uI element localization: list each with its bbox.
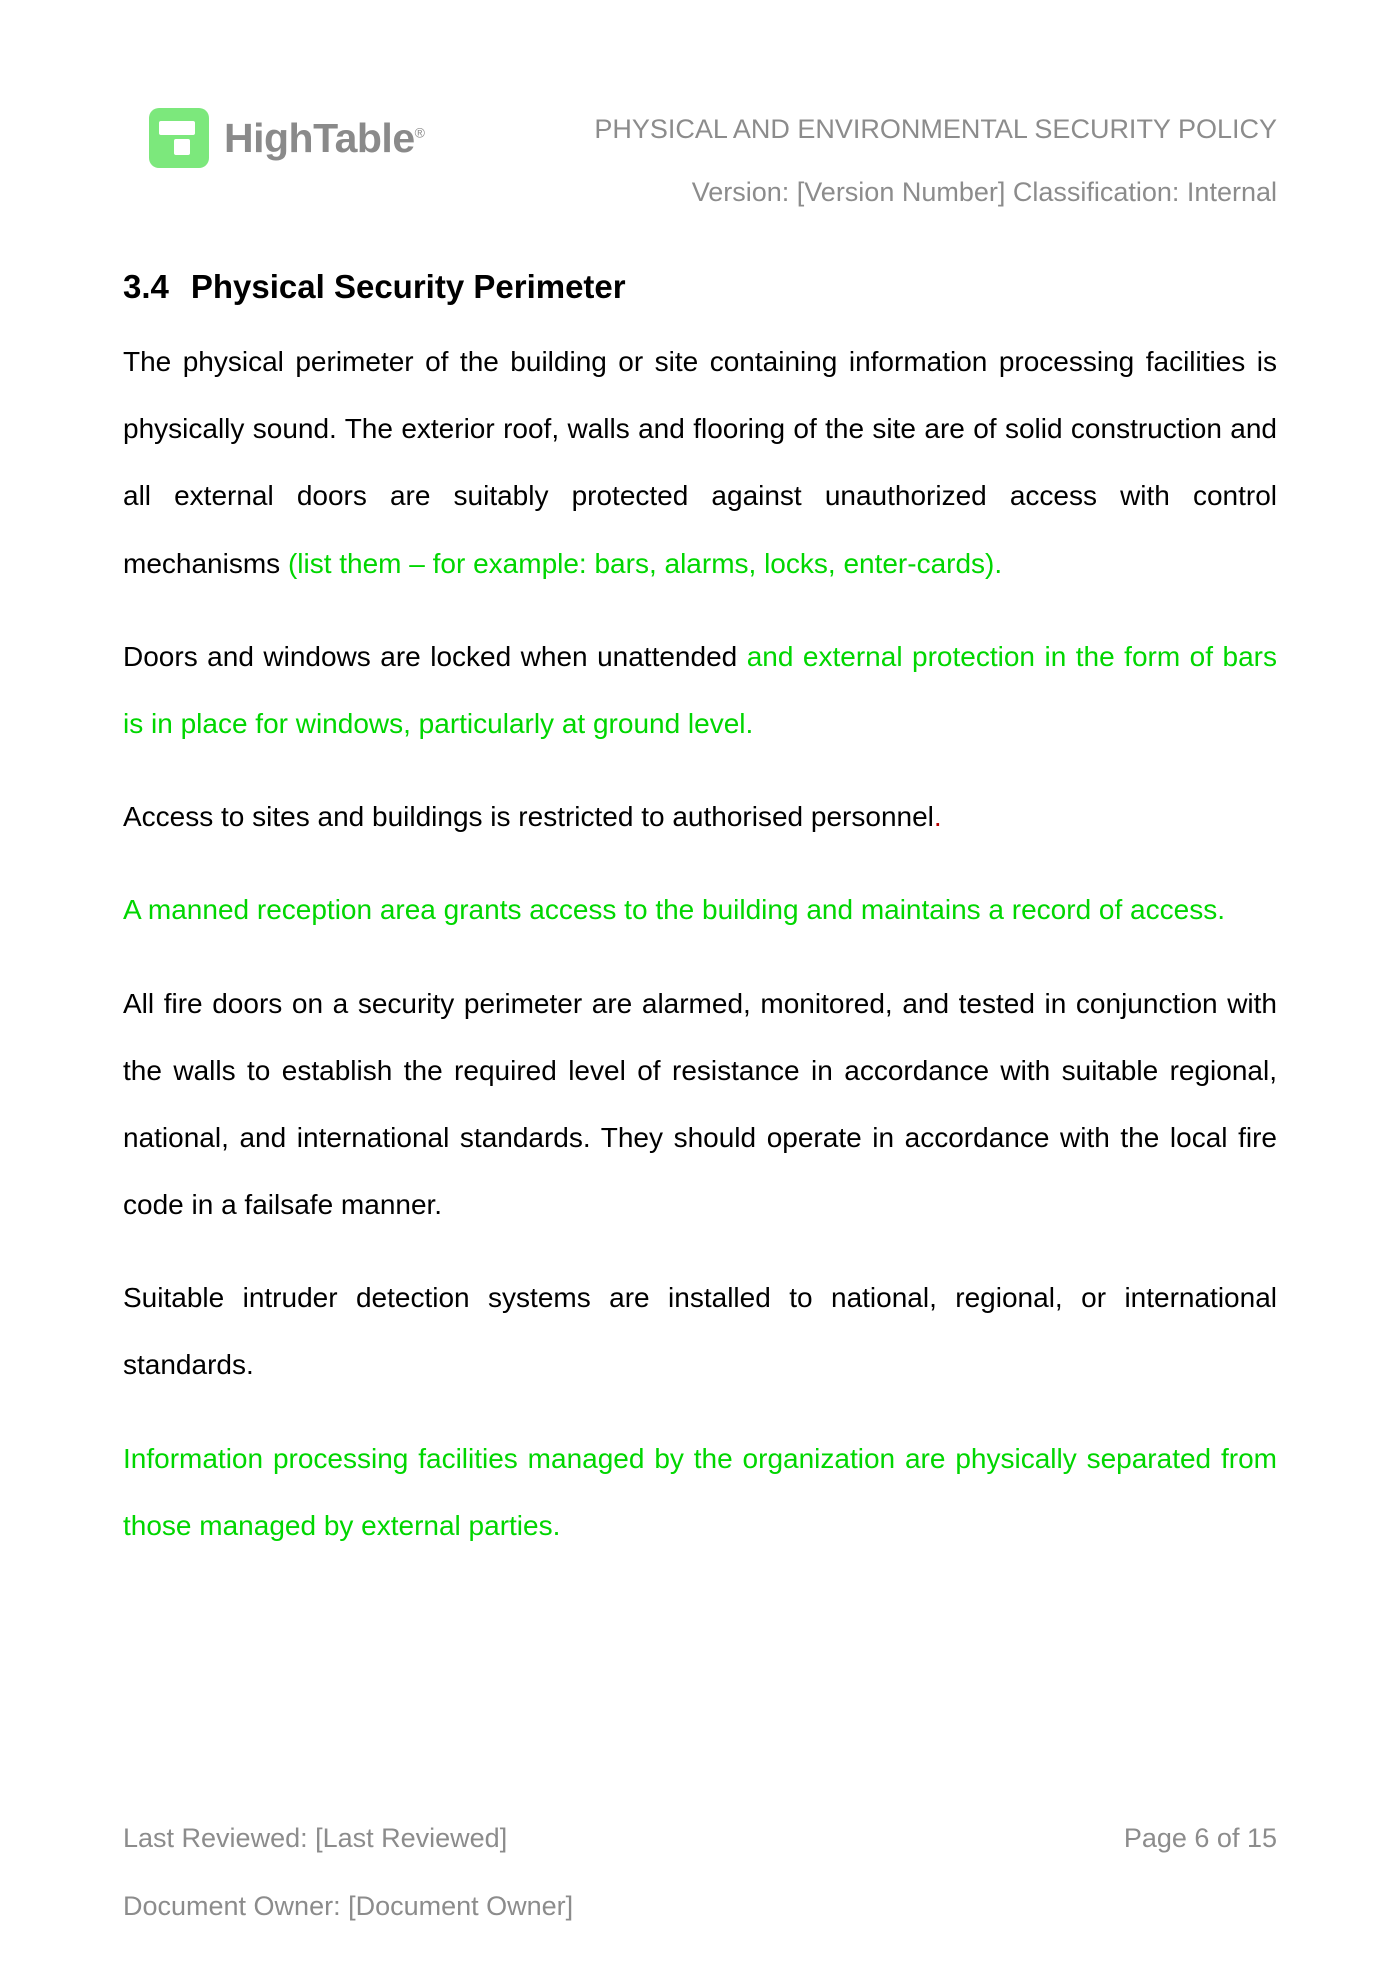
text-segment: Information processing facilities managed by the organization are physically separated from those managed by external parties. [123,1442,1277,1541]
policy-title: PHYSICAL AND ENVIRONMENTAL SECURITY POLICY [594,114,1277,144]
hightable-logo [149,108,424,168]
text-segment: (list them – for example: bars, alarms, locks, enter-cards). [287,547,1003,579]
logo-table-top-shape [159,121,195,135]
header-meta-block [594,116,1277,206]
section-number: 3.4 [123,268,169,305]
document-body [123,328,1277,1585]
version-classification-line: Version: [Version Number] Classification: Internal [691,177,1277,207]
footer-row [123,1825,1277,1852]
text-segment: A manned reception area grants access to the building and maintains a record of access. [123,894,1225,926]
registered-trademark-symbol: ® [414,123,425,140]
text-segment: and external protection in the form of bars is in place for windows, particularly at ground level. [123,640,1277,739]
text-segment: Doors and windows are locked when unattended [123,640,747,672]
last-reviewed-label: Last Reviewed: [Last Reviewed] [123,1823,508,1853]
paragraph [123,623,1277,757]
section-heading [123,268,1277,306]
brand-name [224,114,425,161]
document-owner-label: Document Owner: [Document Owner] [123,1891,574,1921]
paragraph [123,970,1277,1239]
text-segment: Access to sites and buildings is restricted to authorised personnel [123,801,934,833]
section-title: Physical Security Perimeter [190,268,626,305]
text-segment: . [933,801,942,833]
paragraph [123,328,1277,597]
paragraph [123,783,1277,850]
page-header [123,106,1277,206]
text-segment: The physical perimeter of the building or site containing information processing facilities is physically sound. The exterior roof, walls and flooring of the site are of solid construction and all external doors are suitably protected against unauthorized access with control mechanisms [123,346,1277,579]
text-segment: Suitable intruder detection systems are installed to national, regional, or international standards. [123,1282,1277,1381]
page-footer [123,1825,1277,1920]
hightable-logo-icon [149,108,209,168]
page-number: Page 6 of 15 [1123,1823,1277,1853]
paragraph [123,876,1277,943]
paragraph [123,1425,1277,1559]
logo-table-leg-shape [174,139,190,155]
text-segment: All fire doors on a security perimeter are alarmed, monitored, and tested in conjunction with the walls to establish the required level of resistance in accordance with suitable regional, national, and international standards. They should operate in accordance with the local fire code in a failsafe manner. [123,987,1277,1221]
brand-name-text: HighTable [224,114,415,161]
paragraph [123,1264,1277,1398]
